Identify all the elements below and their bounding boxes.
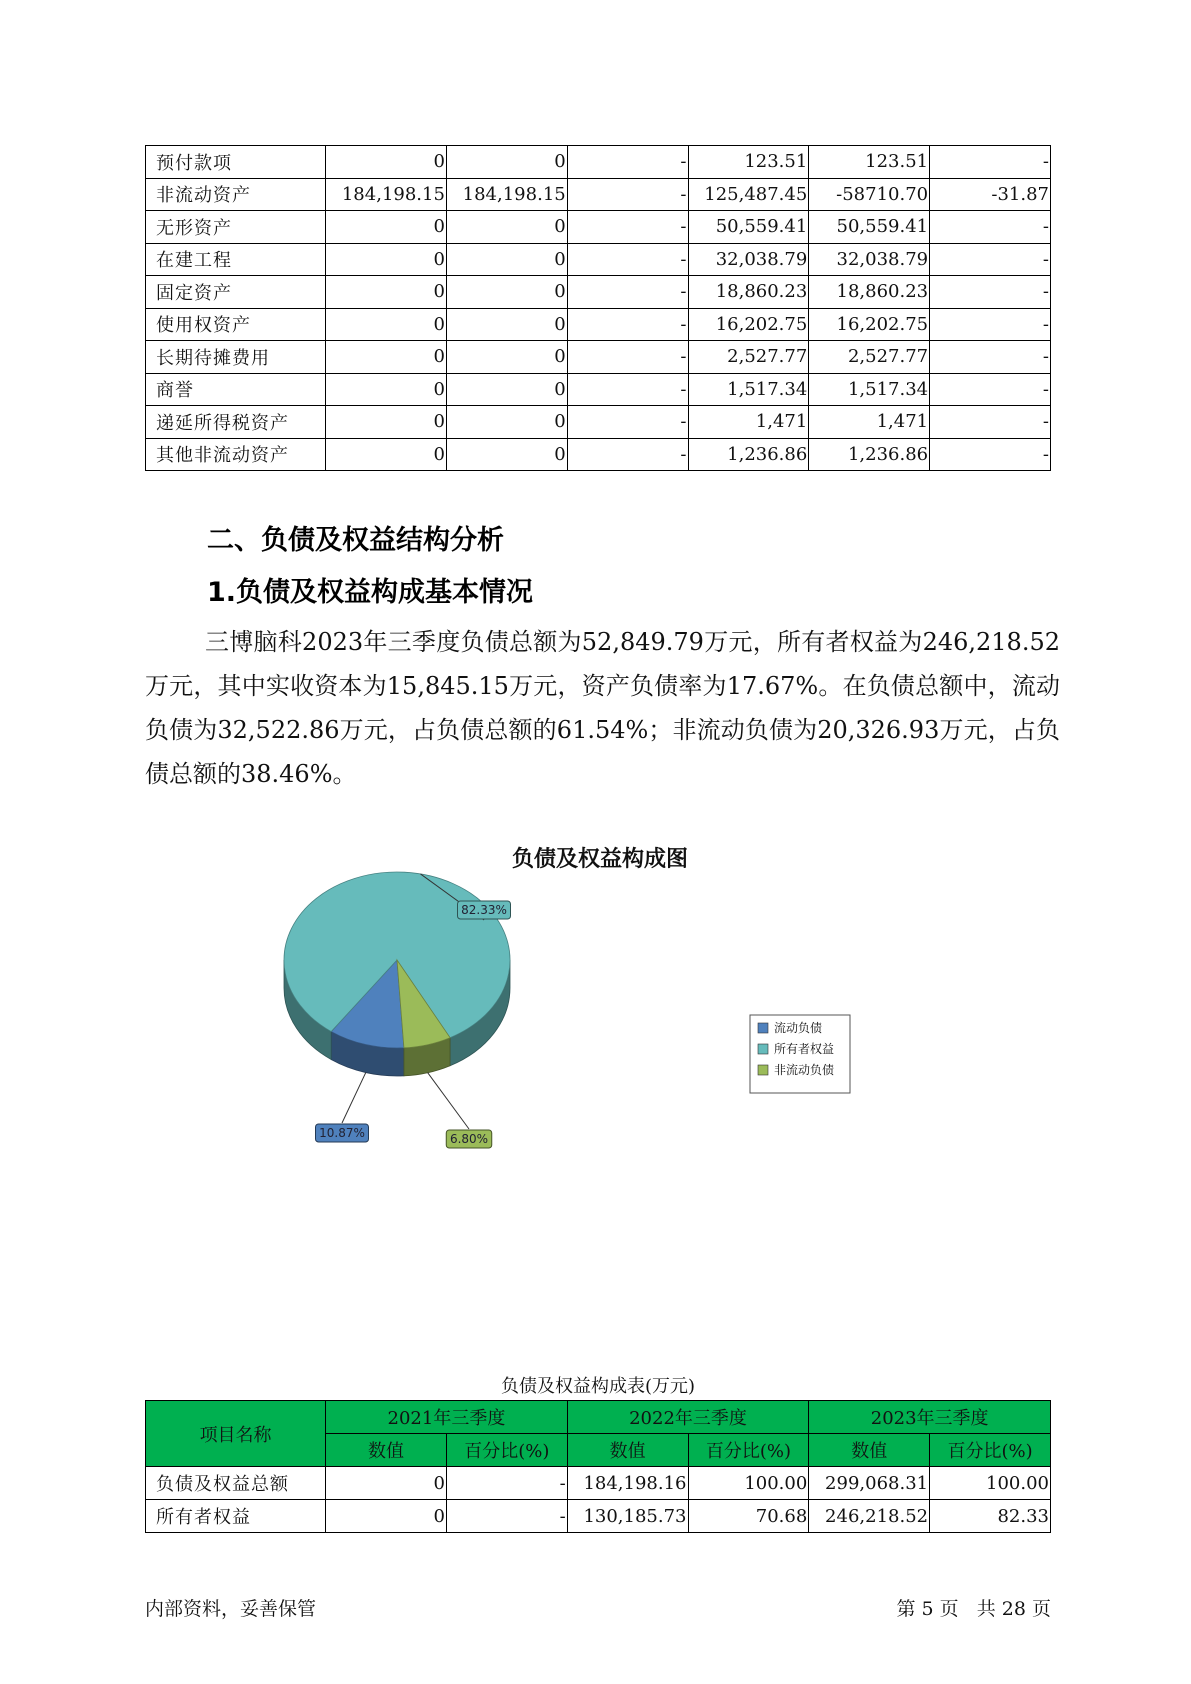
cell-v3: - [567, 146, 688, 179]
cell-v1: 0 [326, 243, 447, 276]
sub-heading: 1.负债及权益构成基本情况 [207, 577, 534, 608]
cell-v2: 184,198.15 [446, 178, 567, 211]
cell-p3: 82.33 [930, 1500, 1051, 1533]
cell-v6: -31.87 [930, 178, 1051, 211]
liability-equity-table [145, 1400, 1051, 1533]
cell-v4: 1,517.34 [688, 373, 809, 406]
pie-label-owners-equity: 82.33% [461, 903, 507, 917]
cell-v2: 0 [446, 341, 567, 374]
cell-v3: 299,068.31 [809, 1467, 930, 1500]
footer-page-number: 第 5 页 共 28 页 [896, 1598, 1051, 1620]
cell-v2: 0 [446, 146, 567, 179]
cell-p3: 100.00 [930, 1467, 1051, 1500]
cell-v6: - [930, 211, 1051, 244]
cell-v1: 0 [326, 146, 447, 179]
cell-v3: - [567, 406, 688, 439]
footer-confidential: 内部资料，妥善保管 [145, 1598, 317, 1620]
cell-v3: 246,218.52 [809, 1500, 930, 1533]
cell-v6: - [930, 438, 1051, 471]
cell-v3: - [567, 211, 688, 244]
cell-v1: 0 [326, 1467, 447, 1500]
table-header-row [146, 1401, 1051, 1434]
section-heading: 二、负债及权益结构分析 [207, 525, 504, 556]
legend-swatch [758, 1065, 768, 1075]
row-label: 所有者权益 [146, 1500, 326, 1533]
cell-v2: 0 [446, 211, 567, 244]
cell-v3: - [567, 276, 688, 309]
header-item-name: 项目名称 [146, 1401, 326, 1467]
cell-v1: 0 [326, 276, 447, 309]
cell-v6: - [930, 341, 1051, 374]
cell-v5: 2,527.77 [809, 341, 930, 374]
legend-swatch [758, 1044, 768, 1054]
pie-label-current-liabilities-leader [342, 1073, 366, 1123]
cell-v3: - [567, 308, 688, 341]
header-period-2021: 2021年三季度 [326, 1401, 568, 1434]
pie-label-noncurrent-liabilities: 6.80% [449, 1132, 489, 1146]
cell-v6: - [930, 146, 1051, 179]
cell-v6: - [930, 373, 1051, 406]
cell-v1: 0 [326, 308, 447, 341]
cell-p2: 100.00 [688, 1467, 809, 1500]
subheader-value: 数值 [326, 1434, 447, 1467]
cell-v5: 1,471 [809, 406, 930, 439]
cell-v5: 1,236.86 [809, 438, 930, 471]
header-period-2023: 2023年三季度 [809, 1401, 1051, 1434]
cell-v5: 32,038.79 [809, 243, 930, 276]
subheader-pct: 百分比(%) [446, 1434, 567, 1467]
pie-label-current-liabilities: 10.87% [319, 1126, 365, 1140]
row-label: 递延所得税资产 [146, 406, 326, 439]
cell-v6: - [930, 276, 1051, 309]
cell-v5: 1,517.34 [809, 373, 930, 406]
cell-v2: 0 [446, 373, 567, 406]
cell-v4: 1,236.86 [688, 438, 809, 471]
row-label: 固定资产 [146, 276, 326, 309]
chart-title: 负债及权益构成图 [511, 847, 688, 872]
cell-v4: 2,527.77 [688, 341, 809, 374]
cell-v5: 16,202.75 [809, 308, 930, 341]
cell-v1: 0 [326, 406, 447, 439]
cell-v2: 0 [446, 276, 567, 309]
cell-v3: - [567, 438, 688, 471]
cell-v3: - [567, 243, 688, 276]
cell-p2: 70.68 [688, 1500, 809, 1533]
legend-label: 所有者权益 [774, 1042, 835, 1056]
cell-v1: 184,198.15 [326, 178, 447, 211]
cell-v4: 16,202.75 [688, 308, 809, 341]
cell-v3: - [567, 178, 688, 211]
row-label: 长期待摊费用 [146, 341, 326, 374]
subheader-pct: 百分比(%) [930, 1434, 1051, 1467]
cell-v1: 0 [326, 438, 447, 471]
cell-p1: - [446, 1500, 567, 1533]
cell-v1: 0 [326, 211, 447, 244]
subheader-value: 数值 [567, 1434, 688, 1467]
cell-v2: 184,198.16 [567, 1467, 688, 1500]
cell-v2: 0 [446, 406, 567, 439]
cell-v6: - [930, 243, 1051, 276]
cell-v5: 123.51 [809, 146, 930, 179]
cell-v4: 123.51 [688, 146, 809, 179]
legend-label: 非流动负债 [774, 1063, 835, 1077]
cell-v6: - [930, 308, 1051, 341]
cell-v4: 125,487.45 [688, 178, 809, 211]
cell-v1: 0 [326, 341, 447, 374]
cell-v2: 0 [446, 308, 567, 341]
row-label: 使用权资产 [146, 308, 326, 341]
cell-v4: 18,860.23 [688, 276, 809, 309]
cell-v2: 0 [446, 243, 567, 276]
cell-v6: - [930, 406, 1051, 439]
legend-label: 流动负债 [774, 1021, 823, 1035]
table-row [146, 1500, 1051, 1533]
subheader-pct: 百分比(%) [688, 1434, 809, 1467]
cell-v5: 18,860.23 [809, 276, 930, 309]
cell-v2: 130,185.73 [567, 1500, 688, 1533]
cell-v4: 50,559.41 [688, 211, 809, 244]
row-label: 预付款项 [146, 146, 326, 179]
table-row [146, 1467, 1051, 1500]
header-period-2022: 2022年三季度 [567, 1401, 809, 1434]
cell-v5: -58710.70 [809, 178, 930, 211]
row-label: 负债及权益总额 [146, 1467, 326, 1500]
cell-v3: - [567, 341, 688, 374]
cell-p1: - [446, 1467, 567, 1500]
row-label: 商誉 [146, 373, 326, 406]
chart-legend [750, 1015, 850, 1093]
subheader-value: 数值 [809, 1434, 930, 1467]
cell-v2: 0 [446, 438, 567, 471]
row-label: 其他非流动资产 [146, 438, 326, 471]
row-label: 无形资产 [146, 211, 326, 244]
legend-swatch [758, 1023, 768, 1033]
cell-v1: 0 [326, 373, 447, 406]
cell-v3: - [567, 373, 688, 406]
row-label: 非流动资产 [146, 178, 326, 211]
table-caption: 负债及权益构成表(万元) [500, 1376, 696, 1397]
cell-v4: 32,038.79 [688, 243, 809, 276]
pie-label-noncurrent-liabilities-leader [428, 1073, 469, 1129]
analysis-paragraph: 三博脑科2023年三季度负债总额为52,849.79万元，所有者权益为246,218.52万元，其中实收资本为15,845.15万元，资产负债率为17.67%。在负债总额中，流动负债为32,522.86万元，占负债总额的61.54%；非流动负债为20,326.93万元，占负债总额的38.46%。 [145, 628, 1060, 788]
cell-v4: 1,471 [688, 406, 809, 439]
row-label: 在建工程 [146, 243, 326, 276]
cell-v5: 50,559.41 [809, 211, 930, 244]
cell-v1: 0 [326, 1500, 447, 1533]
